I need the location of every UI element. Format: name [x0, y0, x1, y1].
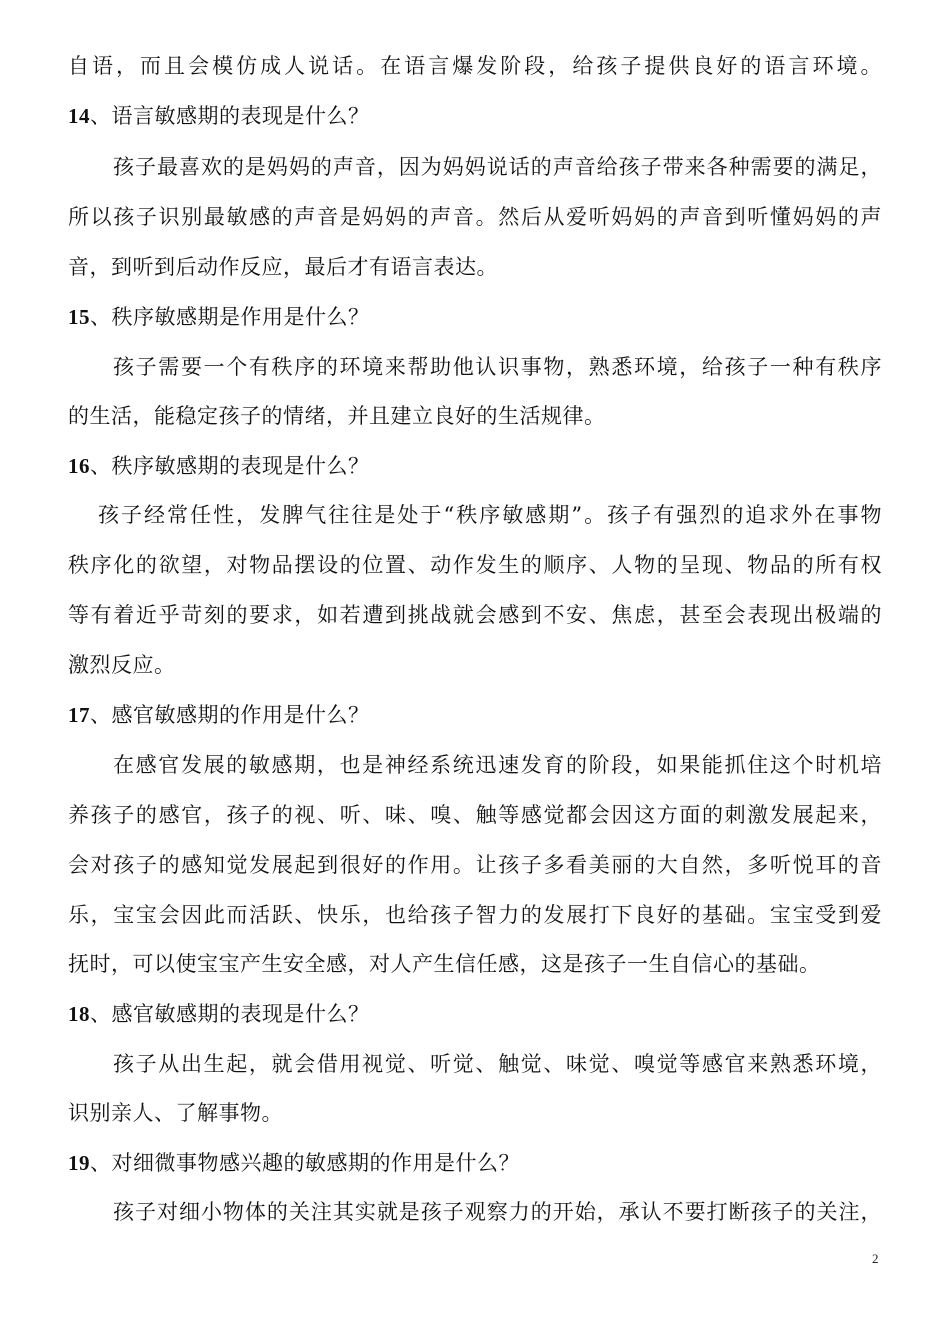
text-line: 抚时，可以使宝宝产生安全感，对人产生信任感，这是孩子一生自信心的基础。 [68, 952, 821, 976]
question-heading-18 [68, 1000, 370, 1028]
text-line: 孩子最喜欢的是妈妈的声音，因为妈妈说话的声音给孩子带来各种需要的满足， [113, 155, 882, 179]
question-text: 、感官敏感期的表现是什么？ [90, 1002, 370, 1026]
text-line: 会对孩子的感知觉发展起到很好的作用。让孩子多看美丽的大自然，多听悦耳的音 [68, 853, 882, 877]
question-text: 、对细微事物感兴趣的敏感期的作用是什么？ [90, 1151, 520, 1175]
question-number: 19 [68, 1151, 90, 1175]
text-line: 在感官发展的敏感期，也是神经系统迅速发育的阶段，如果能抓住这个时机培 [113, 753, 882, 777]
text-line: 孩子从出生起，就会借用视觉、听觉、触觉、味觉、嗅觉等感官来熟悉环境， [113, 1052, 882, 1076]
question-heading-19 [68, 1149, 520, 1177]
question-number: 14 [68, 104, 90, 128]
text-line: 孩子经常任性，发脾气往往是处于“秩序敏感期”。孩子有强烈的追求外在事物 [98, 503, 882, 527]
text-line: 自语，而且会模仿成人说话。在语言爆发阶段，给孩子提供良好的语言环境。 [68, 54, 882, 78]
question-heading-14 [68, 102, 370, 130]
text-line: 孩子需要一个有秩序的环境来帮助他认识事物，熟悉环境，给孩子一种有秩序 [113, 355, 882, 379]
text-line: 秩序化的欲望，对物品摆设的位置、动作发生的顺序、人物的呈现、物品的所有权 [68, 553, 882, 577]
text-line: 孩子对细小物体的关注其实就是孩子观察力的开始，承认不要打断孩子的关注， [113, 1200, 882, 1224]
question-heading-16 [68, 452, 370, 480]
question-number: 16 [68, 454, 90, 478]
question-number: 15 [68, 305, 90, 329]
question-text: 、秩序敏感期是作用是什么？ [90, 305, 370, 329]
text-line: 养孩子的感官，孩子的视、听、味、嗅、触等感觉都会因这方面的刺激发展起来， [68, 803, 882, 827]
question-heading-15 [68, 303, 370, 331]
question-heading-17 [68, 701, 370, 729]
text-line: 等有着近乎苛刻的要求，如若遭到挑战就会感到不安、焦虑，甚至会表现出极端的 [68, 603, 882, 627]
text-line: 的生活，能稳定孩子的情绪，并且建立良好的生活规律。 [68, 404, 606, 428]
question-number: 17 [68, 703, 90, 727]
question-text: 、感官敏感期的作用是什么？ [90, 703, 370, 727]
question-number: 18 [68, 1002, 90, 1026]
text-line: 识别亲人、了解事物。 [68, 1101, 283, 1125]
page-number: 2 [872, 1251, 879, 1266]
text-line: 激烈反应。 [68, 653, 176, 677]
text-line: 乐，宝宝会因此而活跃、快乐，也给孩子智力的发展打下良好的基础。宝宝受到爱 [68, 903, 882, 927]
question-text: 、秩序敏感期的表现是什么？ [90, 454, 370, 478]
text-line: 音，到听到后动作反应，最后才有语言表达。 [68, 255, 498, 279]
question-text: 、语言敏感期的表现是什么？ [90, 104, 370, 128]
text-line: 所以孩子识别最敏感的声音是妈妈的声音。然后从爱听妈妈的声音到听懂妈妈的声 [68, 205, 882, 229]
